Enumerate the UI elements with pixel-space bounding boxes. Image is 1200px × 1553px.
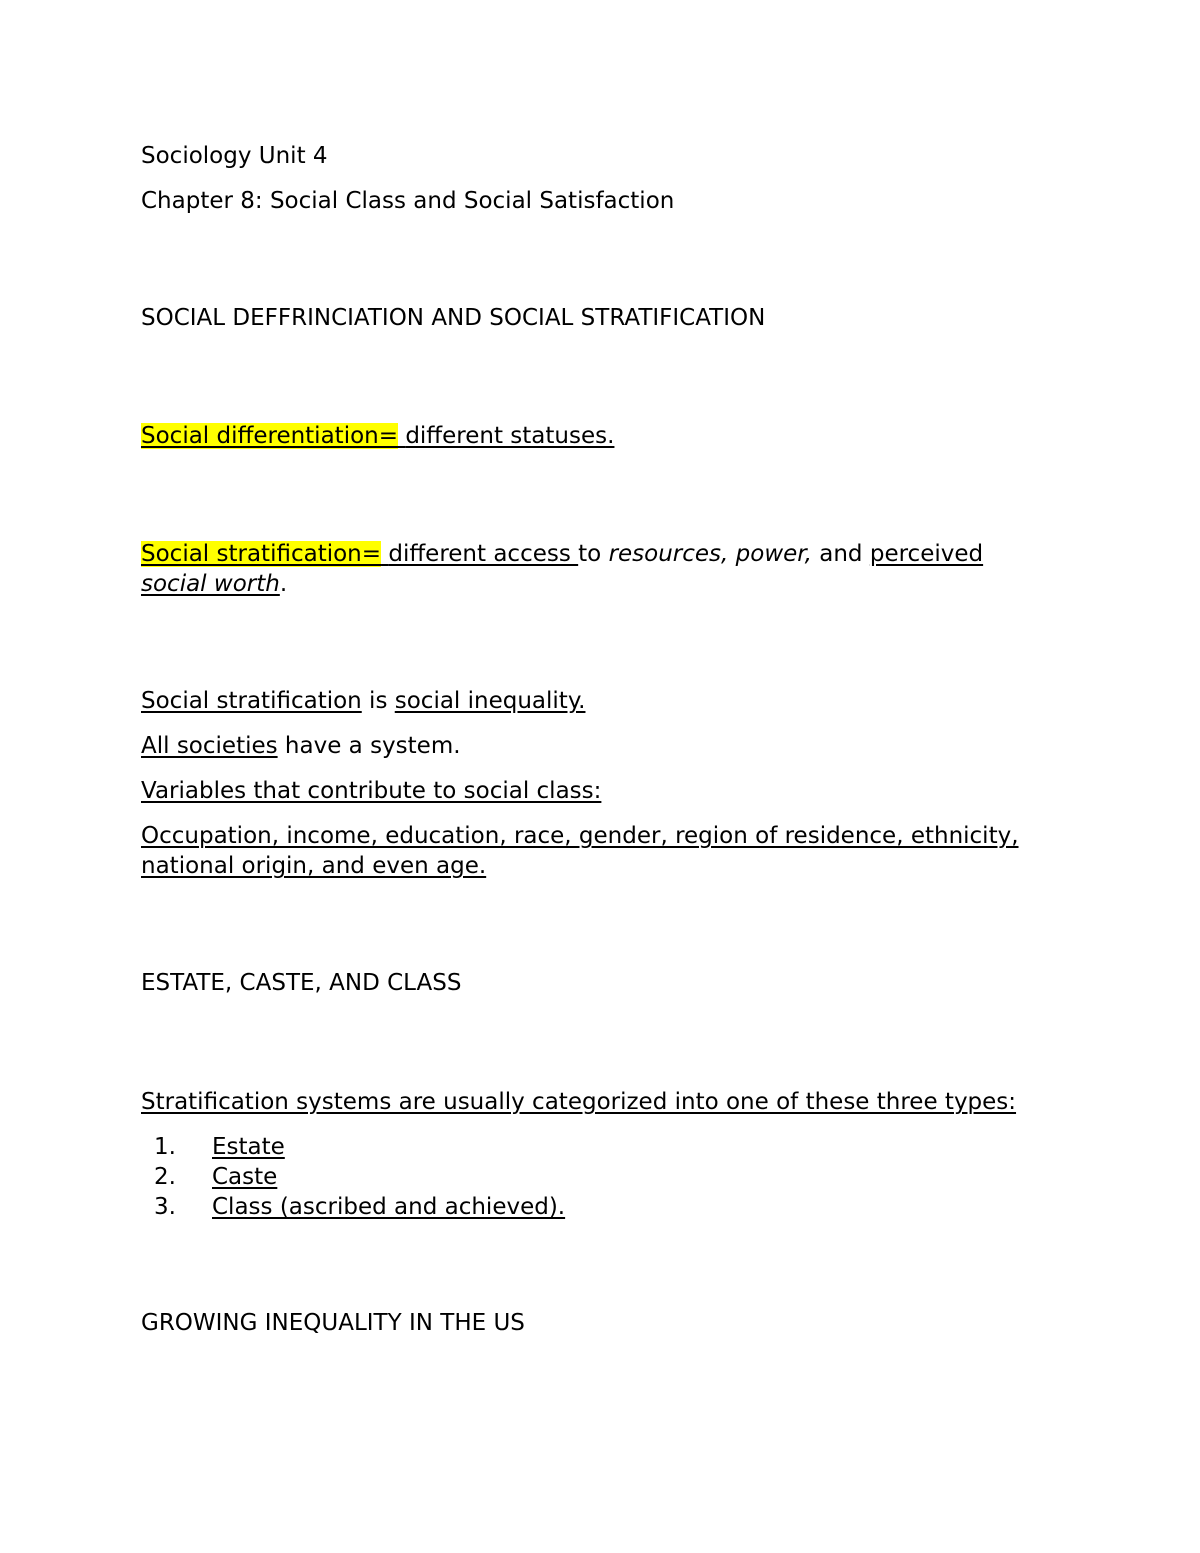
definition-and: and bbox=[811, 541, 870, 567]
definition-text: different statuses. bbox=[405, 423, 615, 449]
section-heading-differentiation: SOCIAL DEFFRINCIATION AND SOCIAL STRATIFICATION bbox=[141, 305, 766, 331]
list-text: Class (ascribed and achieved). bbox=[212, 1194, 566, 1220]
paragraph-variables-list-line1: Occupation, income, education, race, gender, region of residence, ethnicity, bbox=[141, 823, 1019, 849]
definition-to: to bbox=[578, 541, 609, 567]
list-number: 2. bbox=[154, 1164, 176, 1190]
definition-differentiation bbox=[141, 421, 614, 451]
definition-period: . bbox=[279, 571, 288, 597]
phrase-social-inequality: social inequality. bbox=[394, 688, 586, 714]
definition-stratification-line2 bbox=[141, 569, 287, 599]
section-heading-growing-inequality: GROWING INEQUALITY IN THE US bbox=[141, 1310, 525, 1336]
definition-social-worth: social worth bbox=[141, 571, 280, 597]
phrase-social-stratification: Social stratification bbox=[141, 688, 362, 714]
phrase-is: is bbox=[361, 688, 395, 714]
definition-access: different access bbox=[388, 541, 579, 567]
document-title: Sociology Unit 4 bbox=[141, 143, 328, 169]
definition-perceived: perceived bbox=[869, 541, 984, 567]
term-social-differentiation: Social differentiation= bbox=[141, 423, 398, 449]
definition-resources-power: resources, power, bbox=[608, 541, 812, 567]
list-number: 1. bbox=[154, 1134, 176, 1160]
chapter-title: Chapter 8: Social Class and Social Satisfaction bbox=[141, 188, 675, 214]
phrase-all-societies: All societies bbox=[141, 733, 278, 759]
term-social-stratification: Social stratification= bbox=[141, 541, 382, 567]
paragraph-stratification-systems: Stratification systems are usually categorized into one of these three types: bbox=[141, 1089, 1017, 1115]
phrase-have-a-system: have a system. bbox=[277, 733, 461, 759]
definition-stratification-line1 bbox=[141, 539, 983, 569]
paragraph-all-societies bbox=[141, 731, 461, 761]
list-number: 3. bbox=[154, 1194, 176, 1220]
paragraph-variables: Variables that contribute to social class: bbox=[141, 778, 602, 804]
paragraph-inequality bbox=[141, 686, 585, 716]
list-text: Caste bbox=[212, 1164, 278, 1190]
section-heading-estate-caste-class: ESTATE, CASTE, AND CLASS bbox=[141, 970, 462, 996]
list-text: Estate bbox=[212, 1134, 285, 1160]
paragraph-variables-list-line2: national origin, and even age. bbox=[141, 853, 487, 879]
